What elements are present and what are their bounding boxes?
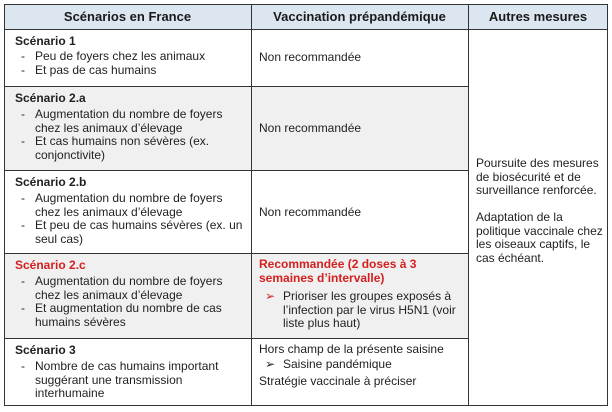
vaccination-scenario-2c (251, 253, 468, 338)
strategy-text: Stratégie vaccinale à préciser (259, 374, 417, 388)
scenarios-table (4, 4, 608, 406)
bullet-text: Et pas de cas humains (35, 63, 157, 77)
divider (4, 170, 468, 171)
scenario-title: Scénario 1 (15, 34, 76, 48)
dash-bullet: - (21, 274, 25, 288)
row-scenario-3 (4, 338, 251, 406)
scenario-title: Scénario 2.c (15, 258, 86, 272)
header-vaccination: Vaccination prépandémique (251, 4, 468, 29)
bullet-text: Et cas humains non sévères (ex. conjonctivite) (35, 134, 210, 162)
vaccination-text: Non recommandée (259, 50, 362, 64)
arrow-bullet-icon: ➢ (265, 357, 276, 371)
autres-mesures-biosecurity: Poursuite des mesures de biosécurité et de surveillance renforcée. (476, 156, 599, 197)
priority-text: Prioriser les groupes exposés à l’infection par le virus H5N1 (voir liste plus haut) (283, 289, 456, 330)
bullet-text: Peu de foyers chez les animaux (35, 49, 206, 63)
bullet-text: Augmentation du nombre de foyers chez les animaux d’élevage (35, 107, 223, 135)
bullet-text: Nombre de cas humains important suggérant une transmission interhumaine (35, 359, 219, 400)
pandemic-text: Saisine pandémique (283, 357, 392, 371)
row-scenario-1 (4, 29, 251, 86)
dash-bullet: - (21, 191, 25, 205)
header-autres-mesures: Autres mesures (468, 4, 608, 29)
divider (4, 253, 468, 254)
scenario-title: Scénario 2.b (15, 175, 87, 189)
header-scenarios: Scénarios en France (4, 4, 251, 29)
divider (468, 4, 469, 406)
row-scenario-2c (4, 253, 251, 338)
autres-mesures-vaccination-policy: Adaptation de la politique vaccinale chez les oiseaux captifs, le cas échéant. (476, 210, 603, 265)
dash-bullet: - (21, 107, 25, 121)
divider (251, 4, 252, 406)
vaccination-scenario-1 (251, 29, 468, 86)
bullet-text: Augmentation du nombre de foyers chez les animaux d’élevage (35, 191, 223, 219)
vaccination-scenario-2b (251, 170, 468, 253)
arrow-bullet-icon: ➢ (265, 289, 276, 303)
divider (4, 29, 608, 30)
vaccination-recommended: Recommandée (2 doses à 3 semaines d’intervalle) (259, 257, 417, 285)
vaccination-scenario-3 (251, 338, 468, 406)
autres-mesures-cell (468, 29, 608, 406)
divider (4, 338, 468, 339)
scenario-title: Scénario 3 (15, 343, 76, 357)
bullet-text: Et augmentation du nombre de cas humains sévères (35, 301, 222, 329)
divider (4, 86, 468, 87)
vaccination-text: Hors champ de la présente saisine (259, 342, 444, 356)
vaccination-scenario-2a (251, 86, 468, 170)
vaccination-text: Non recommandée (259, 205, 362, 219)
dash-bullet: - (21, 218, 25, 232)
dash-bullet: - (21, 49, 25, 63)
row-scenario-2a (4, 86, 251, 170)
dash-bullet: - (21, 301, 25, 315)
bullet-text: Et peu de cas humains sévères (ex. un seul cas) (35, 218, 243, 246)
scenario-title: Scénario 2.a (15, 91, 86, 105)
bullet-text: Augmentation du nombre de foyers chez les animaux d’élevage (35, 274, 223, 302)
dash-bullet: - (21, 63, 25, 77)
vaccination-text: Non recommandée (259, 121, 362, 135)
dash-bullet: - (21, 359, 25, 373)
row-scenario-2b (4, 170, 251, 253)
dash-bullet: - (21, 134, 25, 148)
